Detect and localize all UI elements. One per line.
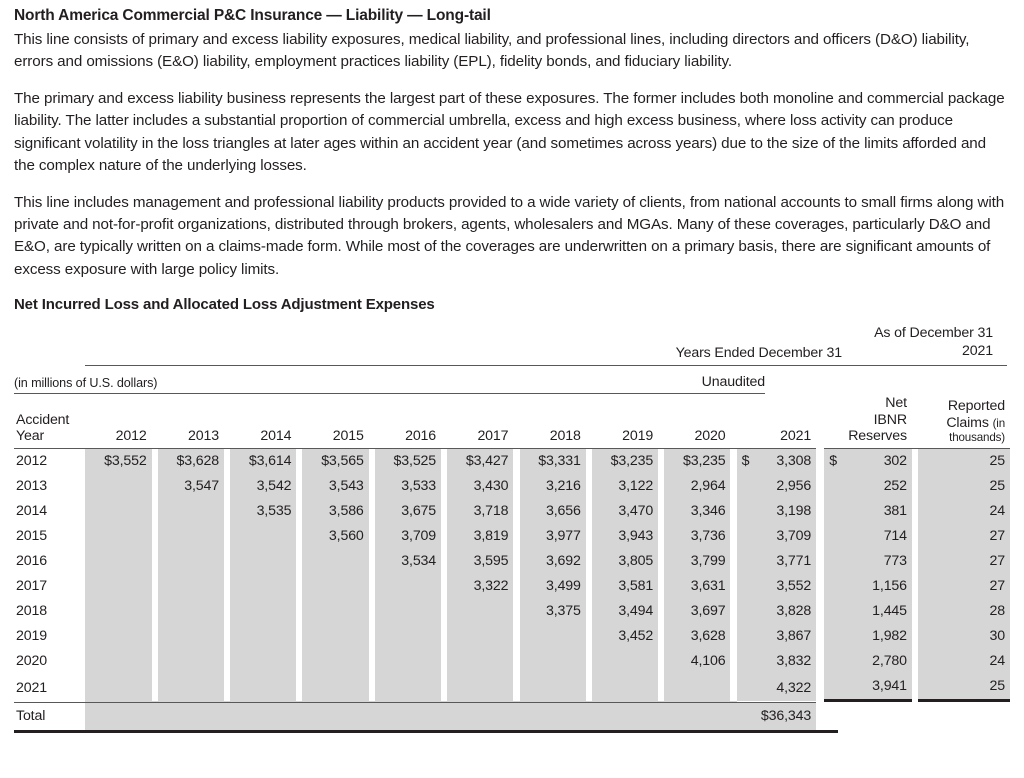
loss-cell: 3,533: [375, 474, 441, 499]
as-of-rule: [838, 365, 1007, 366]
loss-cell: 3,628: [664, 624, 730, 649]
loss-cell: [302, 649, 368, 674]
narrative-section: [0, 6, 1024, 313]
col-header-2019: 2019: [622, 428, 654, 445]
net-ibnr-cell: 2,780: [824, 649, 912, 674]
loss-cell: [302, 624, 368, 649]
section-spacer: [816, 524, 824, 549]
table-title: Net Incurred Loss and Allocated Loss Adjustment Expenses: [14, 295, 435, 313]
table-bottom-rules: [14, 730, 1010, 736]
total-label: Total: [16, 707, 46, 724]
loss-cell: [85, 524, 151, 549]
loss-cell: [158, 624, 224, 649]
loss-cell: [158, 499, 224, 524]
paragraph-2: The primary and excess liability business represents the largest part of these exposures. The former includes both monoline and commercial package liability. The latter includes a substantial proportion of commercial umbrella, excess and high excess business, where loss activity can produce significant volatility in the loss triangles at later ages within an accident year (and sometimes across years) due to the size of the limits afforded and the complex nature of the underlying losses.: [14, 90, 1005, 174]
loss-cell: [230, 524, 296, 549]
ibnr-line-2: IBNR: [873, 411, 907, 428]
table-row: [14, 574, 1010, 599]
reported-claims-cell: 27: [918, 549, 1010, 574]
col-header-2018: 2018: [549, 428, 581, 445]
reported-claims-cell: 27: [918, 574, 1010, 599]
table-row: [14, 599, 1010, 624]
col-header-2020: 2020: [694, 428, 726, 445]
reported-claims-cell: 25: [918, 449, 1010, 475]
total-blank-2017: [447, 702, 519, 730]
loss-cell: [520, 624, 586, 649]
net-ibnr-cell: 1,445: [824, 599, 912, 624]
total-blank-2014: [230, 702, 302, 730]
loss-cell: 3,346: [664, 499, 730, 524]
loss-cell: [664, 674, 730, 701]
reported-claims-cell: 28: [918, 599, 1010, 624]
loss-cell: 3,692: [520, 549, 586, 574]
table-row: [14, 524, 1010, 549]
loss-cell: [592, 674, 658, 701]
loss-cell: [85, 574, 151, 599]
total-blank-2013: [158, 702, 230, 730]
loss-cell: [447, 599, 513, 624]
triangle-grid: [14, 395, 1010, 730]
reported-claims-cell: 25: [918, 474, 1010, 499]
table-row: [14, 474, 1010, 499]
reported-line-1: Reported: [947, 397, 1005, 414]
accident-year-cell: 2012: [16, 453, 47, 470]
reported-claims-cell: 24: [918, 649, 1010, 674]
total-blank-2016: [375, 702, 447, 730]
loss-cell: [230, 549, 296, 574]
loss-cell: [302, 549, 368, 574]
table-units-row: [14, 369, 1010, 395]
section-spacer: [816, 574, 824, 599]
loss-cell: [447, 624, 513, 649]
section-spacer: [816, 599, 824, 624]
col-header-2016: 2016: [405, 428, 437, 445]
loss-cell: [520, 649, 586, 674]
current-year-cell: 4,322: [737, 674, 817, 701]
years-ended-header: Years Ended December 31: [675, 344, 842, 361]
loss-cell: [230, 574, 296, 599]
loss-cell: [158, 574, 224, 599]
loss-cell: [158, 649, 224, 674]
loss-cell: $3,525: [375, 449, 441, 475]
current-year-cell: 3,828: [737, 599, 817, 624]
years-ended-rule: [85, 365, 842, 366]
loss-cell: [85, 649, 151, 674]
current-year-cell: 2,956: [737, 474, 817, 499]
accident-year-cell: 2020: [16, 653, 47, 670]
loss-cell: 3,560: [302, 524, 368, 549]
reported-claims-cell: 27: [918, 524, 1010, 549]
section-spacer: [816, 674, 824, 701]
accident-year-line-1: Accident: [16, 411, 70, 428]
loss-cell: 3,709: [375, 524, 441, 549]
net-ibnr-cell: 1,156: [824, 574, 912, 599]
loss-cell: [85, 599, 151, 624]
dollar-sign: $: [829, 453, 837, 470]
current-year-cell: 3,709: [737, 524, 817, 549]
net-ibnr-cell: 381: [824, 499, 912, 524]
loss-cell: 3,542: [230, 474, 296, 499]
table-row: [14, 449, 1010, 475]
col-header-2017: 2017: [477, 428, 509, 445]
loss-cell: 4,106: [664, 649, 730, 674]
loss-cell: 3,534: [375, 549, 441, 574]
reported-in-word: (in: [992, 416, 1005, 430]
table-row: [14, 624, 1010, 649]
loss-cell: $3,427: [447, 449, 513, 475]
loss-cell: 3,452: [592, 624, 658, 649]
loss-cell: [375, 674, 441, 701]
as-of-line-1: As of December 31: [874, 325, 993, 342]
loss-cell: 3,581: [592, 574, 658, 599]
net-ibnr-cell: 252: [824, 474, 912, 499]
loss-cell: 3,736: [664, 524, 730, 549]
loss-cell: [520, 674, 586, 701]
loss-cell: [592, 649, 658, 674]
net-ibnr-cell: 1,982: [824, 624, 912, 649]
total-reported-blank: [918, 702, 1010, 730]
current-year-cell: 3,198: [737, 499, 817, 524]
loss-cell: $3,552: [85, 449, 151, 475]
reported-line-3: thousands): [949, 431, 1005, 445]
loss-cell: 3,122: [592, 474, 658, 499]
dollar-sign: $: [741, 453, 750, 470]
loss-cell: 3,656: [520, 499, 586, 524]
total-spacer: [816, 702, 824, 730]
page-title: North America Commercial P&C Insurance — Liability — Long-tail: [14, 7, 491, 24]
loss-cell: [447, 674, 513, 701]
bottom-thick-rule: [14, 730, 838, 733]
loss-cell: [85, 624, 151, 649]
section-spacer: [816, 649, 824, 674]
accident-year-cell: 2016: [16, 553, 47, 570]
loss-cell: [230, 674, 296, 701]
col-header-2014: 2014: [260, 428, 292, 445]
col-header-2015: 2015: [332, 428, 364, 445]
loss-cell: 3,470: [592, 499, 658, 524]
total-blank-2019: [592, 702, 664, 730]
total-blank-2020: [664, 702, 736, 730]
loss-cell: 3,943: [592, 524, 658, 549]
col-header-net-ibnr-reserves: [824, 395, 912, 448]
section-spacer: [816, 449, 824, 475]
total-value: $36,343: [737, 702, 817, 730]
loss-cell: 3,799: [664, 549, 730, 574]
loss-cell: [158, 549, 224, 574]
column-header-row: [14, 395, 1010, 448]
unaudited-rule: [14, 393, 765, 394]
loss-cell: [302, 599, 368, 624]
loss-cell: 3,977: [520, 524, 586, 549]
accident-year-cell: 2014: [16, 503, 47, 520]
loss-cell: [230, 649, 296, 674]
reported-claims-word: Claims: [946, 414, 989, 431]
net-ibnr-cell: 3,941: [824, 674, 912, 701]
loss-cell: [375, 599, 441, 624]
loss-cell: $3,331: [520, 449, 586, 475]
loss-cell: 2,964: [664, 474, 730, 499]
loss-cell: [85, 499, 151, 524]
ibnr-line-3: Reserves: [848, 428, 907, 445]
as-of-line-2: 2021: [962, 343, 993, 360]
total-row: [14, 702, 1010, 730]
loss-cell: $3,628: [158, 449, 224, 475]
net-ibnr-cell: 773: [824, 549, 912, 574]
loss-cell: [85, 549, 151, 574]
accident-year-cell: 2021: [16, 679, 47, 696]
loss-cell: $3,614: [230, 449, 296, 475]
reported-claims-cell: 24: [918, 499, 1010, 524]
accident-year-header: [14, 395, 85, 448]
triangle-body: [14, 449, 1010, 701]
accident-year-cell: 2018: [16, 603, 47, 620]
table-spanner-headers: [14, 321, 1010, 369]
total-blank-2012: [85, 702, 157, 730]
document-page: [0, 6, 1024, 778]
loss-cell: [158, 524, 224, 549]
section-spacer: [816, 474, 824, 499]
col-header-2013: 2013: [188, 428, 219, 445]
accident-year-cell: 2013: [16, 478, 47, 495]
net-ibnr-cell: $ 302: [824, 449, 912, 475]
ibnr-line-1: Net: [885, 394, 907, 411]
reported-line-2: [918, 415, 1005, 432]
loss-cell: 3,216: [520, 474, 586, 499]
accident-year-cell: 2017: [16, 578, 47, 595]
loss-cell: [447, 649, 513, 674]
table-row: [14, 549, 1010, 574]
as-of-header: [874, 325, 993, 361]
loss-cell: 3,535: [230, 499, 296, 524]
section-spacer: [816, 624, 824, 649]
loss-cell: 3,697: [664, 599, 730, 624]
loss-cell: 3,595: [447, 549, 513, 574]
loss-cell: [302, 574, 368, 599]
current-year-cell: 3,832: [737, 649, 817, 674]
loss-cell: [158, 674, 224, 701]
table-row: [14, 649, 1010, 674]
loss-cell: [85, 674, 151, 701]
paragraph-1: This line consists of primary and excess liability exposures, medical liability, and professional lines, including directors and officers (D&O) liability, errors and omissions (E&O) liability, employment practices liability (EPL), fidelity bonds, and fiduciary liability.: [14, 30, 970, 71]
loss-cell: 3,322: [447, 574, 513, 599]
loss-cell: 3,547: [158, 474, 224, 499]
loss-cell: [230, 599, 296, 624]
loss-cell: [230, 624, 296, 649]
loss-cell: [302, 674, 368, 701]
paragraph-3: This line includes management and professional liability products provided to a wide variety of clients, from national accounts to small firms along with private and not-for-profit organizations, distributed through brokers, agents, wholesalers and MGAs. Many of these coverages, particularly D&O and E&O, are typically written on a claims-made form. While most of the coverages are underwritten on a primary basis, there are significant amounts of excess exposure with large policy limits.: [14, 194, 1005, 278]
total-ibnr-blank: [824, 702, 918, 730]
total-blank-2015: [302, 702, 374, 730]
section-spacer: [816, 549, 824, 574]
loss-cell: [85, 474, 151, 499]
loss-cell: 3,499: [520, 574, 586, 599]
accident-year-line-2: Year: [16, 428, 45, 445]
col-header-2012: 2012: [115, 428, 147, 445]
loss-cell: [158, 599, 224, 624]
loss-triangle-table: [14, 321, 1010, 736]
col-spacer: [816, 395, 824, 448]
loss-cell: 3,375: [520, 599, 586, 624]
net-ibnr-cell: 714: [824, 524, 912, 549]
loss-cell: 3,586: [302, 499, 368, 524]
loss-cell: 3,675: [375, 499, 441, 524]
loss-cell: [375, 624, 441, 649]
col-header-reported-claims: [918, 395, 1010, 448]
current-year-cell: $ 3,308: [737, 449, 817, 475]
reported-claims-cell: 25: [918, 674, 1010, 701]
accident-year-cell: 2015: [16, 528, 47, 545]
current-year-cell: 3,867: [737, 624, 817, 649]
current-year-cell: 3,552: [737, 574, 817, 599]
loss-cell: 3,805: [592, 549, 658, 574]
col-header-2021: 2021: [780, 428, 812, 445]
loss-cell: [375, 574, 441, 599]
loss-cell: 3,430: [447, 474, 513, 499]
loss-cell: $3,235: [664, 449, 730, 475]
loss-cell: 3,819: [447, 524, 513, 549]
accident-year-cell: 2019: [16, 628, 47, 645]
reported-claims-cell: 30: [918, 624, 1010, 649]
units-note: (in millions of U.S. dollars): [14, 375, 158, 390]
unaudited-label: Unaudited: [701, 373, 765, 390]
table-row: [14, 674, 1010, 701]
total-blank-2018: [520, 702, 592, 730]
section-spacer: [816, 499, 824, 524]
table-row: [14, 499, 1010, 524]
loss-cell: $3,565: [302, 449, 368, 475]
loss-cell: 3,631: [664, 574, 730, 599]
loss-cell: 3,543: [302, 474, 368, 499]
loss-cell: $3,235: [592, 449, 658, 475]
loss-cell: 3,718: [447, 499, 513, 524]
current-year-cell: 3,771: [737, 549, 817, 574]
loss-cell: [375, 649, 441, 674]
loss-cell: 3,494: [592, 599, 658, 624]
